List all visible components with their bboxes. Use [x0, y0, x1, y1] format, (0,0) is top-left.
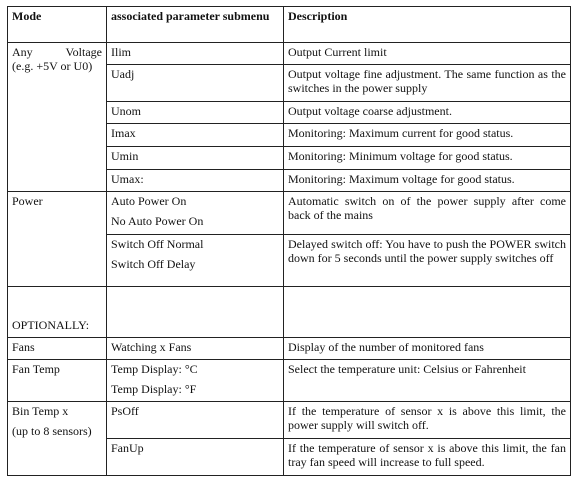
desc-cell: Output voltage fine adjustment. The same function as the switches in the power supply [284, 65, 571, 102]
mode-bin-temp-note: (up to 8 sensors) [12, 424, 92, 438]
table-row [8, 402, 571, 439]
table-row [8, 338, 571, 360]
table-header-row [8, 7, 571, 43]
mode-cell-bin-temp [8, 402, 107, 476]
mode-any-voltage-label: Any Voltage [12, 45, 102, 59]
mode-parameter-table [7, 6, 571, 476]
desc-cell: Output Current limit [284, 43, 571, 65]
mode-any-voltage-example: (e.g. +5V or U0) [12, 59, 93, 73]
mode-cell-power: Power [8, 192, 107, 287]
param-cell: PsOff [107, 402, 284, 439]
desc-cell: If the temperature of sensor x is above this limit, the fan tray fan speed will increase to full speed. [284, 439, 571, 476]
param-cell: Umax: [107, 170, 284, 192]
optionally-label: OPTIONALLY: [12, 318, 90, 332]
desc-cell-empty [284, 287, 571, 338]
param-cell: Umin [107, 147, 284, 170]
param-cell: Watching x Fans [107, 338, 284, 360]
param-auto-power-on: Auto Power On [111, 194, 187, 208]
desc-cell: Automatic switch on of the power supply after come back of the mains [284, 192, 571, 235]
param-switch-off-delay: Switch Off Delay [111, 257, 196, 271]
table-row [8, 43, 571, 65]
table-row [8, 192, 571, 235]
desc-cell: Monitoring: Minimum voltage for good status. [284, 147, 571, 170]
desc-cell: If the temperature of sensor x is above this limit, the power supply will switch off. [284, 402, 571, 439]
param-cell [107, 235, 284, 287]
param-cell: FanUp [107, 439, 284, 476]
header-submenu: associated parameter submenu [107, 7, 284, 43]
mode-cell-any-voltage [8, 43, 107, 192]
header-description: Description [284, 7, 571, 43]
desc-cell: Display of the number of monitored fans [284, 338, 571, 360]
desc-cell: Select the temperature unit: Celsius or Fahrenheit [284, 360, 571, 402]
param-cell: Imax [107, 124, 284, 147]
param-cell: Ilim [107, 43, 284, 65]
table-row [8, 360, 571, 402]
mode-bin-temp-label: Bin Temp x [12, 404, 69, 418]
desc-cell: Monitoring: Maximum voltage for good status. [284, 170, 571, 192]
mode-cell-fans: Fans [8, 338, 107, 360]
mode-cell-optionally [8, 287, 107, 338]
param-cell [107, 192, 284, 235]
desc-cell: Output voltage coarse adjustment. [284, 102, 571, 124]
param-temp-display-c: Temp Display: °C [111, 362, 198, 376]
param-temp-display-f: Temp Display: °F [111, 382, 197, 396]
mode-cell-fan-temp: Fan Temp [8, 360, 107, 402]
desc-cell: Delayed switch off: You have to push the POWER switch down for 5 seconds until the power supply switches off [284, 235, 571, 287]
table-row [8, 287, 571, 338]
param-cell: Unom [107, 102, 284, 124]
param-cell [107, 360, 284, 402]
param-switch-off-normal: Switch Off Normal [111, 237, 204, 251]
header-mode: Mode [8, 7, 107, 43]
param-cell: Uadj [107, 65, 284, 102]
param-no-auto-power-on: No Auto Power On [111, 214, 204, 228]
param-cell-empty [107, 287, 284, 338]
desc-cell: Monitoring: Maximum current for good status. [284, 124, 571, 147]
